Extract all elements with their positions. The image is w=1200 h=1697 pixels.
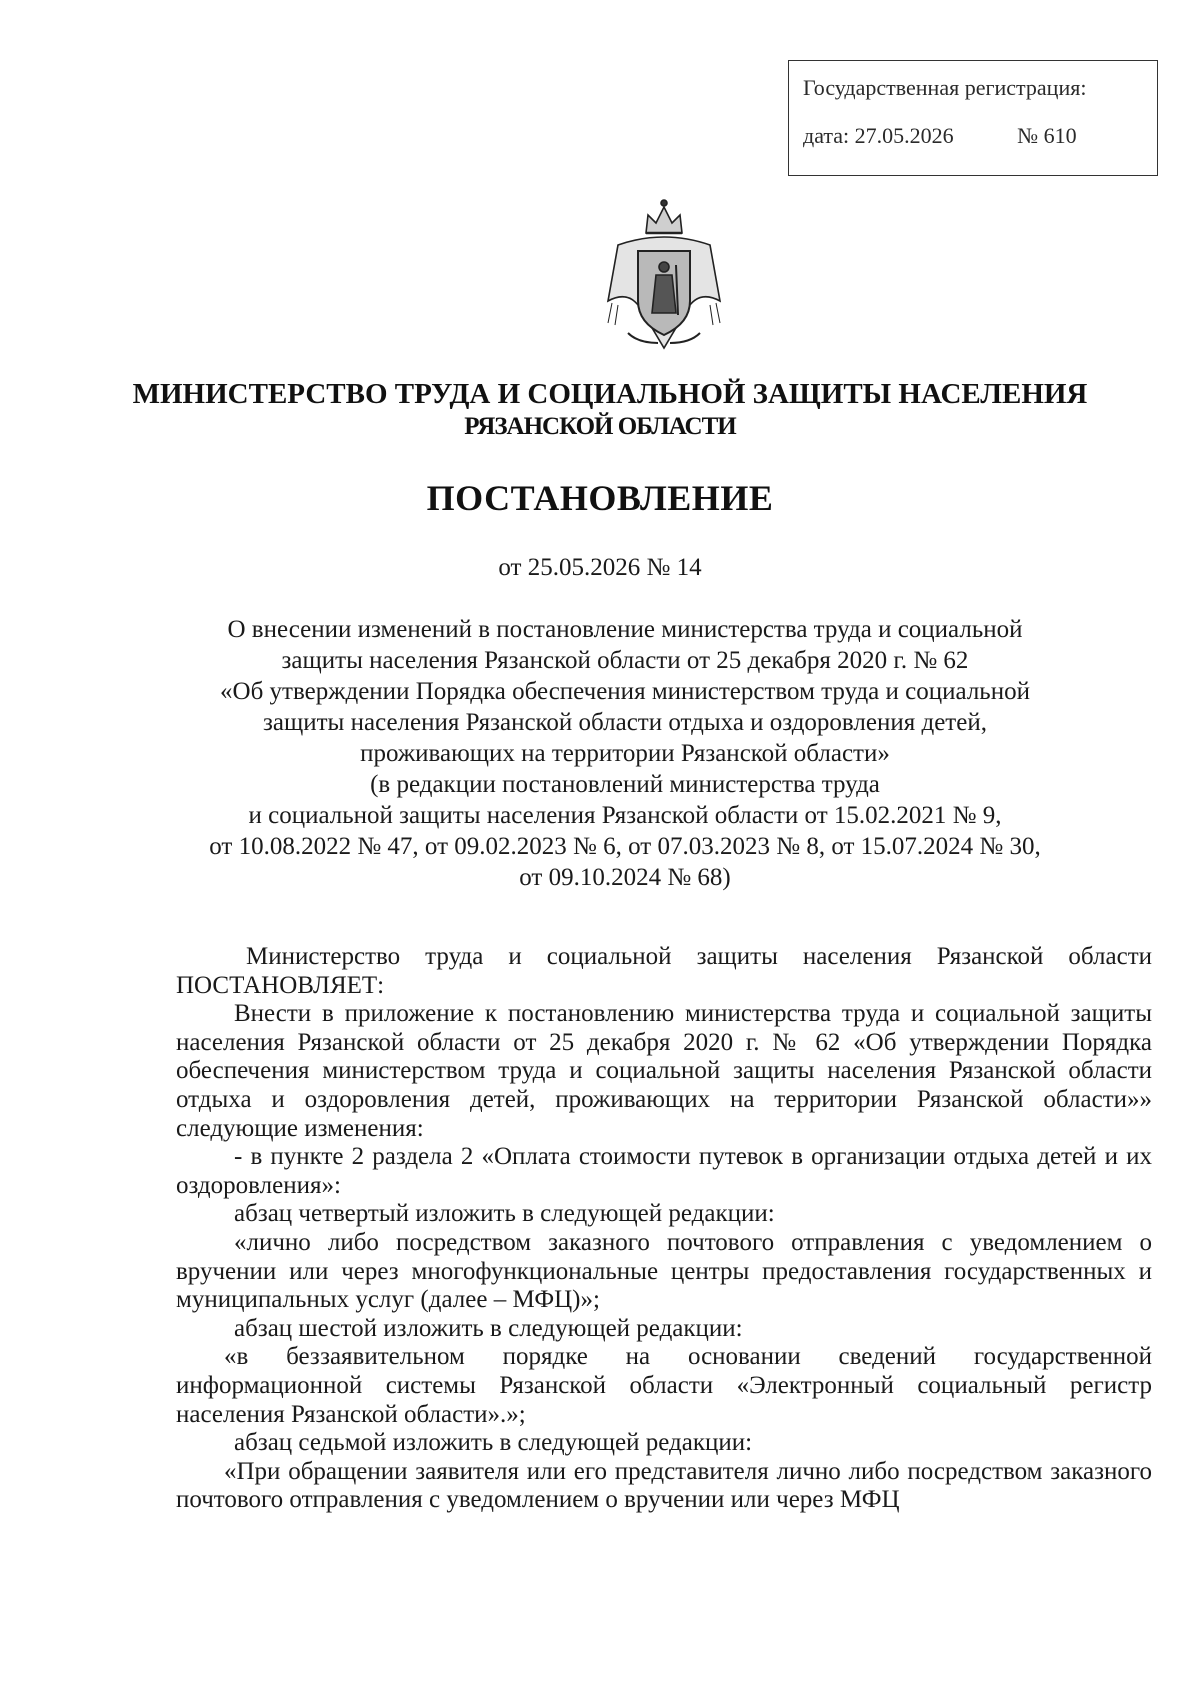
subject-line: О внесении изменений в постановление министерства труда и социальной: [227, 616, 1023, 643]
subject-line: защиты населения Рязанской области от 25 декабря 2020 г. № 62: [281, 647, 969, 674]
subject-line: «Об утверждении Порядка обеспечения министерством труда и социальной: [220, 678, 1030, 705]
paragraph-heading: абзац шестой изложить в следующей редакции:: [234, 1314, 743, 1342]
registration-stamp: [788, 60, 1158, 176]
amendment-item: - в пункте 2 раздела 2 «Оплата стоимости путевок в организации отдыха детей и их оздоровления»:: [176, 1143, 1152, 1199]
registration-date: дата: 27.05.2026: [803, 123, 954, 148]
ryazan-coat-of-arms-icon: [598, 193, 730, 358]
subject-line: защиты населения Рязанской области отдыха и оздоровления детей,: [263, 709, 987, 736]
subject-line: от 09.10.2024 № 68): [519, 864, 731, 891]
amendment-text: «лично либо посредством заказного почтового отправления с уведомлением о вручении или через многофункциональные центры предоставления государственных и муниципальных услуг (далее – МФЦ)»;: [176, 1228, 1152, 1314]
subject-line: (в редакции постановлений министерства труда: [370, 771, 880, 798]
registration-heading: Государственная регистрация:: [803, 75, 1087, 100]
paragraph-heading: абзац седьмой изложить в следующей редакции:: [234, 1429, 753, 1457]
amendment-text: «в беззаявительном порядке на основании сведений государственной информационной системы Рязанской области «Электронный социальный регистр населения Рязанской области».»;: [176, 1343, 1152, 1428]
ministry-name-line1: МИНИСТЕРСТВО ТРУДА И СОЦИАЛЬНОЙ ЗАЩИТЫ НАСЕЛЕНИЯ: [132, 378, 1088, 410]
registration-details: [803, 123, 1157, 149]
document-subject: [160, 614, 1090, 893]
intro-paragraph: Внести в приложение к постановлению министерства труда и социальной защиты населения Рязанской области от 25 декабря 2020 г. № 62 «Об утверждении Порядка обеспечения министерством труда и социальной защиты населения Рязанской области отдыха и оздоровления детей, проживающих на территории Рязанской области»» следующие изменения:: [176, 1000, 1152, 1142]
subject-line: и социальной защиты населения Рязанской области от 15.02.2021 № 9,: [248, 802, 1002, 829]
document-type: ПОСТАНОВЛЕНИЕ: [426, 478, 774, 518]
preamble-paragraph: Министерство труда и социальной защиты населения Рязанской области ПОСТАНОВЛЯЕТ:: [176, 943, 1152, 999]
ministry-name-line2: РЯЗАНСКОЙ ОБЛАСТИ: [464, 413, 736, 440]
subject-line: проживающих на территории Рязанской области»: [360, 740, 890, 767]
document-date-number: от 25.05.2026 № 14: [498, 554, 702, 581]
subject-line: от 10.08.2022 № 47, от 09.02.2023 № 6, от 07.03.2023 № 8, от 15.07.2024 № 30,: [209, 833, 1041, 860]
amendment-text: «При обращении заявителя или его представителя лично либо посредством заказного почтового отправления с уведомлением о вручении или через МФЦ: [176, 1457, 1152, 1514]
paragraph-heading: абзац четвертый изложить в следующей редакции:: [234, 1200, 775, 1228]
document-body: [176, 943, 1152, 1515]
registration-number: № 610: [1017, 123, 1077, 148]
